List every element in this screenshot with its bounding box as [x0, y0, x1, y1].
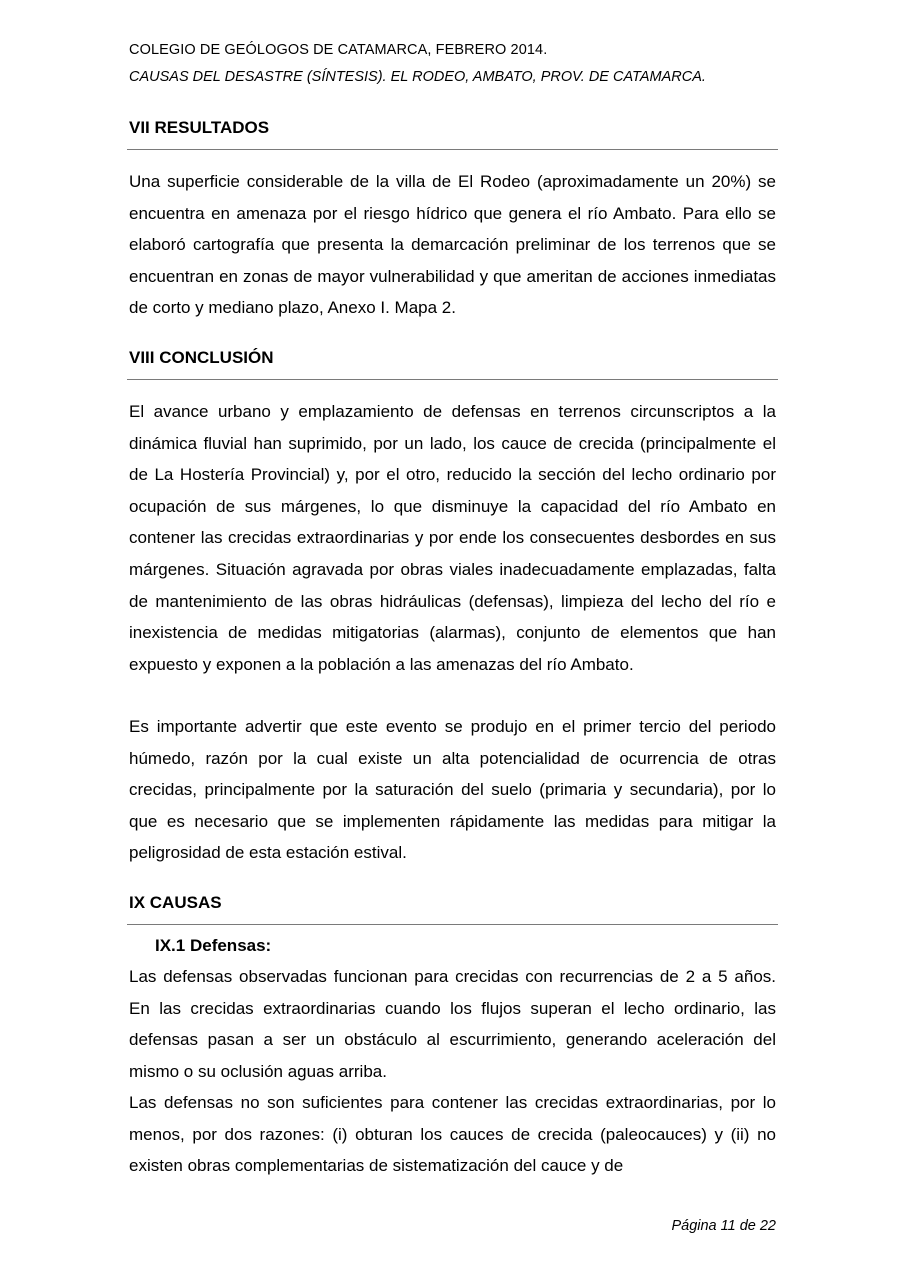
paragraph-causas-1: Las defensas observadas funcionan para crecidas con recurrencias de 2 a 5 años. En las crecidas extraordinarias cuando los flujos superan el lecho ordinario, las defensas pasan a ser un obstáculo al escurrimiento, generando aceleración del mismo o su oclusión aguas arriba.	[129, 967, 776, 1081]
heading-conclusion: VIII CONCLUSIÓN	[129, 348, 274, 367]
heading-causas: IX CAUSAS	[129, 893, 222, 912]
section-heading-resultados	[129, 117, 777, 139]
heading-resultados: VII RESULTADOS	[129, 118, 270, 137]
heading-divider	[127, 924, 778, 925]
subheading-defensas: IX.1 Defensas:	[155, 936, 272, 955]
paragraph-conclusion-2: Es importante advertir que este evento se produjo en el primer tercio del periodo húmedo, razón por la cual existe un alta potencialidad de ocurrencia de otras crecidas, principalmente por la saturación del suelo (primaria y secundaria), por lo que es necesario que se implementen rápidamente las medidas para mitigar la peligrosidad de esta estación estival.	[129, 717, 776, 863]
paragraph-resultados: Una superficie considerable de la villa de El Rodeo (aproximadamente un 20%) se encuentra en amenaza por el riesgo hídrico que genera el río Ambato. Para ello se elaboró cartografía que presenta la demarcación preliminar de los terrenos que se encuentran en zonas de mayor vulnerabilidad y que ameritan de acciones inmediatas de corto y mediano plazo, Anexo I. Mapa 2.	[129, 172, 776, 318]
heading-divider	[127, 379, 778, 380]
paragraph-conclusion-1: El avance urbano y emplazamiento de defensas en terrenos circunscriptos a la dinámica fluvial han suprimido, por un lado, los cauce de crecida (principalmente el de La Hostería Provincial) y, por el otro, reducido la sección del lecho ordinario por ocupación de sus márgenes, lo que disminuye la capacidad del río Ambato en contener las crecidas extraordinarias y por ende los consecuentes desbordes en sus márgenes. Situación agravada por obras viales inadecuadamente emplazadas, falta de mantenimiento de las obras hidráulicas (defensas), limpieza del lecho del río e inexistencia de medidas mitigatorias (alarmas), conjunto de elementos que han expuesto y exponen a la población a las amenazas del río Ambato.	[129, 402, 776, 674]
page-number: Página 11 de 22	[671, 1218, 776, 1234]
section-heading-causas	[129, 892, 777, 914]
section-heading-conclusion	[129, 347, 777, 369]
heading-divider	[127, 149, 778, 150]
paragraph-causas-2: Las defensas no son suficientes para contener las crecidas extraordinarias, por lo menos, por dos razones: (i) obturan los cauces de crecida (paleocauces) y (ii) no existen obras complementarias de sistematización del cauce y de	[129, 1093, 776, 1176]
header-document-title: CAUSAS DEL DESASTRE (SÍNTESIS). EL RODEO, AMBATO, PROV. DE CATAMARCA.	[129, 69, 706, 85]
header-institution: COLEGIO DE GEÓLOGOS DE CATAMARCA, FEBRERO 2014.	[129, 42, 548, 58]
